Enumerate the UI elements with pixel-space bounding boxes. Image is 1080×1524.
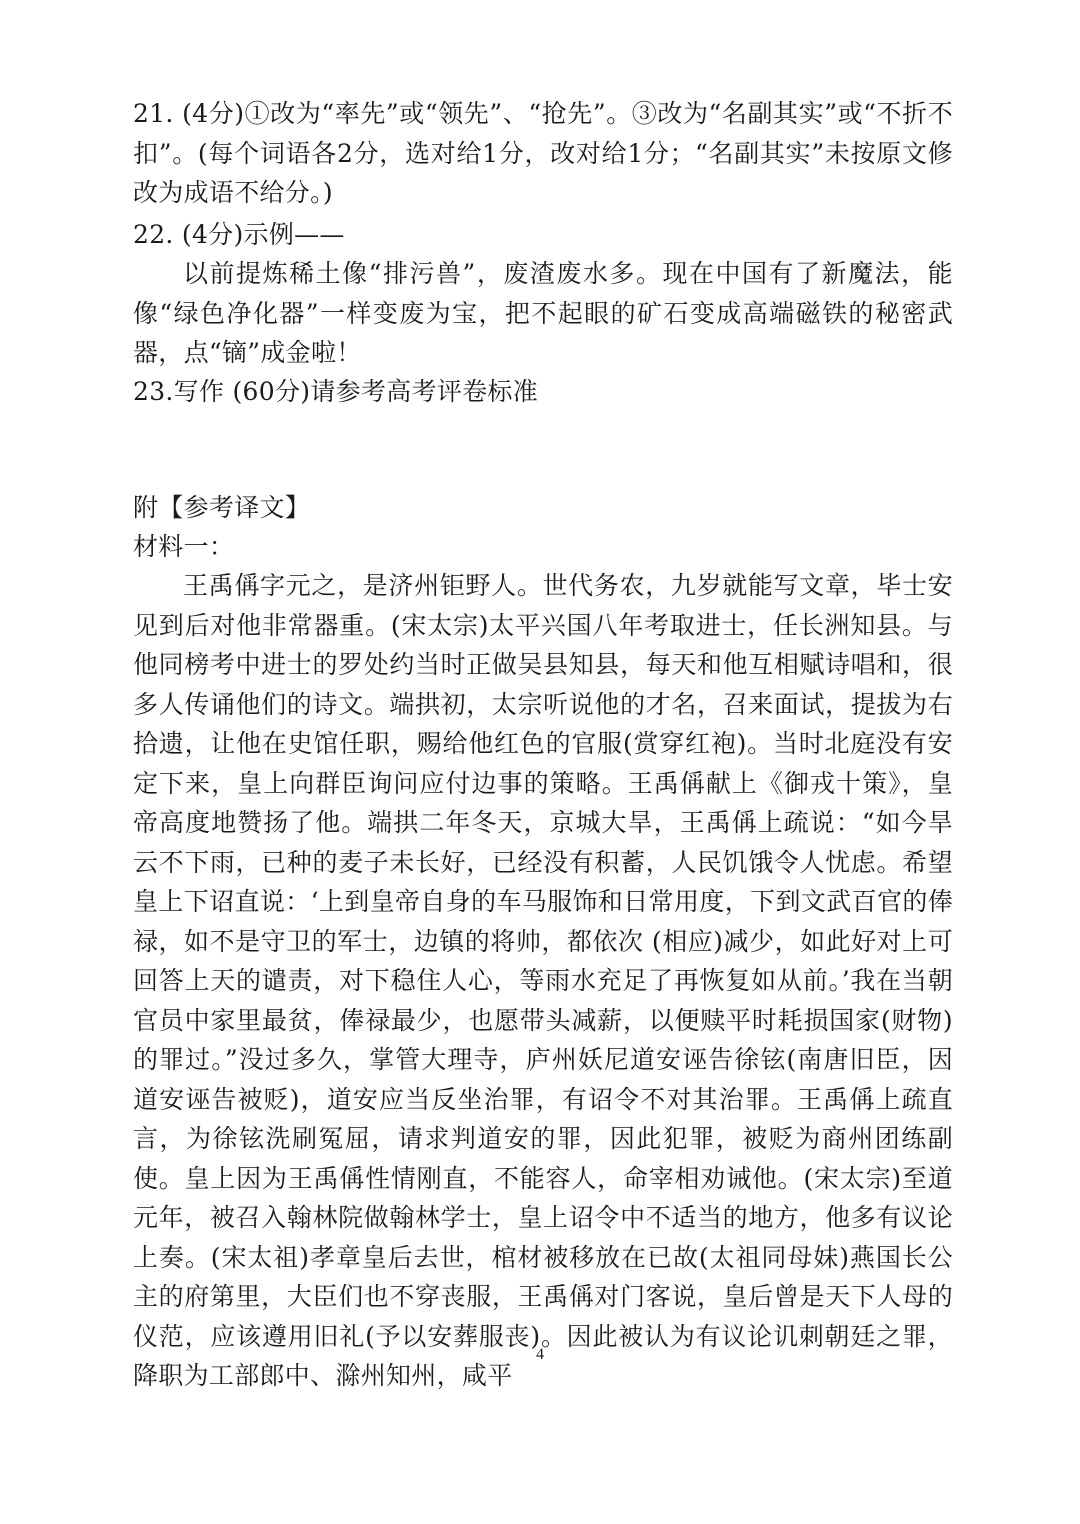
material-label: 材料一： bbox=[133, 532, 235, 561]
page-number: 4 bbox=[536, 1346, 544, 1363]
appendix-title: 附【参考译文】 bbox=[133, 493, 311, 522]
answer-21: 21. (4分)①改为“率先”或“领先”、“抢先”。③改为“名副其实”或“不折不扣”。(每个词语各2分，选对给1分，改对给1分；“名副其实”未按原文修改为成语不给分。) bbox=[133, 99, 953, 207]
answer-23: 23.写作 (60分)请参考高考评卷标准 bbox=[133, 377, 539, 406]
answer-22-heading: 22. (4分)示例—— bbox=[133, 220, 345, 249]
answer-22-example: 以前提炼稀土像“排污兽”，废渣废水多。现在中国有了新魔法，能像“绿色净化器”一样变废为宝，把不起眼的矿石变成高端磁铁的秘密武器，点“镝”成金啦！ bbox=[133, 259, 953, 367]
translation-text: 王禹偁字元之，是济州钜野人。世代务农，九岁就能写文章，毕士安见到后对他非常器重。(宋太宗)太平兴国八年考取进士，任长洲知县。与他同榜考中进士的罗处约当时正做吴县知县，每天和他互相赋诗唱和，很多人传诵他们的诗文。端拱初，太宗听说他的才名，召来面试，提拔为右拾遗，让他在史馆任职，赐给他红色的官服(赏穿红袍)。当时北庭没有安定下来，皇上向群臣询问应付边事的策略。王禹偁献上《御戎十策》，皇帝高度地赞扬了他。端拱二年冬天，京城大旱，王禹偁上疏说：“如今旱云不下雨，已种的麦子未长好，已经没有积蓄，人民饥饿令人忧虑。希望皇上下诏直说：‘上到皇帝自身的车马服饰和日常用度，下到文武百官的俸禄，如不是守卫的军士，边镇的将帅，都依次 (相应)减少，如此好对上可回答上天的谴责，对下稳住人心，等雨水充足了再恢复如从前。’我在当朝官员中家里最贫，俸禄最少，也愿带头减薪，以便赎平时耗损国家(财物)的罪过。”没过多久，掌管大理寺，庐州妖尼道安诬告徐铉(南唐旧臣，因道安诬告被贬)，道安应当反坐治罪，有诏令不对其治罪。王禹偁上疏直言，为徐铉洗刷冤屈，请求判道安的罪，因此犯罪，被贬为商州团练副使。皇上因为王禹偁性情刚直，不能容人，命宰相劝诫他。(宋太宗)至道元年，被召入翰林院做翰林学士，皇上诏令中不适当的地方，他多有议论上奏。(宋太祖)孝章皇后去世，棺材被移放在已故(太祖同母妹)燕国长公主的府第里，大臣们也不穿丧服，王禹偁对门客说，皇后曾是天下人母的仪范，应该遵用旧礼(予以安葬服丧)。因此被认为有议论讥刺朝廷之罪，降职为工部郎中、滁州知州，咸平 bbox=[133, 571, 953, 1390]
